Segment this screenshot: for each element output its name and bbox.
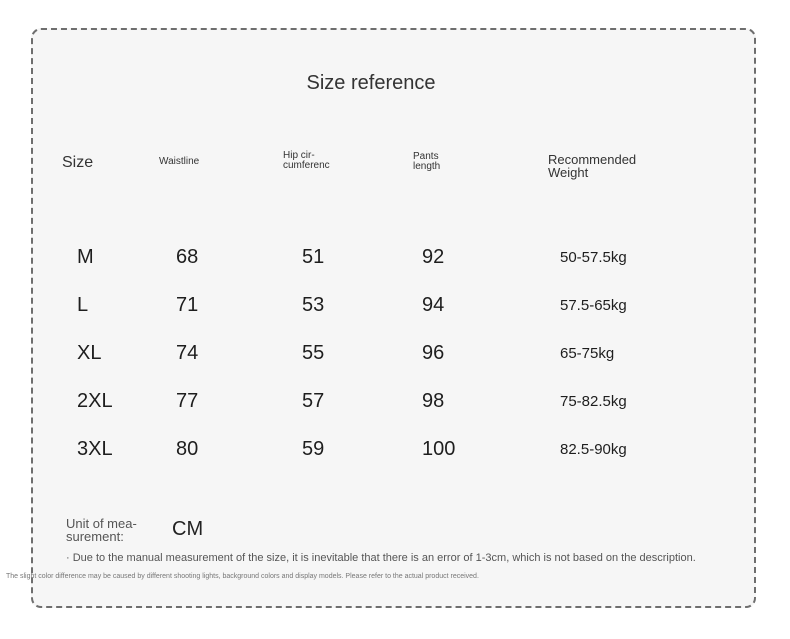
cell-waistline: 80 — [176, 438, 199, 460]
cell-pants-length: 94 — [422, 294, 445, 316]
cell-weight: 50-57.5kg — [560, 249, 627, 266]
cell-weight: 75-82.5kg — [560, 393, 627, 410]
table-row — [0, 438, 790, 468]
cell-weight: 57.5-65kg — [560, 297, 627, 314]
cell-waistline: 74 — [176, 342, 199, 364]
cell-hip: 53 — [302, 294, 325, 316]
unit-label: Unit of mea-surement: — [66, 516, 137, 544]
cell-pants-length: 96 — [422, 342, 445, 364]
cell-hip: 57 — [302, 390, 325, 412]
color-disclaimer: The slight color difference may be caused by different shooting lights, background colors and display models. Please refer to the actual product received. — [6, 573, 479, 580]
table-row — [0, 294, 790, 324]
unit-value: CM — [172, 518, 204, 540]
cell-waistline: 68 — [176, 246, 199, 268]
header-pants-length: Pants length — [413, 151, 441, 172]
measurement-note: · Due to the manual measurement of the size, it is inevitable that there is an error of 1-3cm, which is not based on the description. — [66, 552, 696, 564]
header-waistline: Waistline — [159, 156, 200, 167]
header-hip: Hip cir-cumferenc — [283, 150, 330, 171]
cell-pants-length: 98 — [422, 390, 445, 412]
cell-hip: 55 — [302, 342, 325, 364]
cell-pants-length: 100 — [422, 438, 456, 460]
cell-size: 3XL — [77, 438, 113, 460]
cell-size: M — [77, 246, 94, 268]
header-size: Size — [62, 154, 94, 171]
table-row — [0, 342, 790, 372]
cell-weight: 82.5-90kg — [560, 441, 627, 458]
cell-size: L — [77, 294, 89, 316]
table-row — [0, 246, 790, 276]
cell-waistline: 77 — [176, 390, 199, 412]
page-title: Size reference — [306, 72, 436, 94]
header-recommended-weight: Recommended Weight — [548, 152, 637, 180]
cell-hip: 51 — [302, 246, 325, 268]
cell-size: XL — [77, 342, 102, 364]
cell-waistline: 71 — [176, 294, 199, 316]
table-row — [0, 390, 790, 420]
cell-size: 2XL — [77, 390, 113, 412]
cell-pants-length: 92 — [422, 246, 445, 268]
cell-hip: 59 — [302, 438, 325, 460]
cell-weight: 65-75kg — [560, 345, 615, 362]
